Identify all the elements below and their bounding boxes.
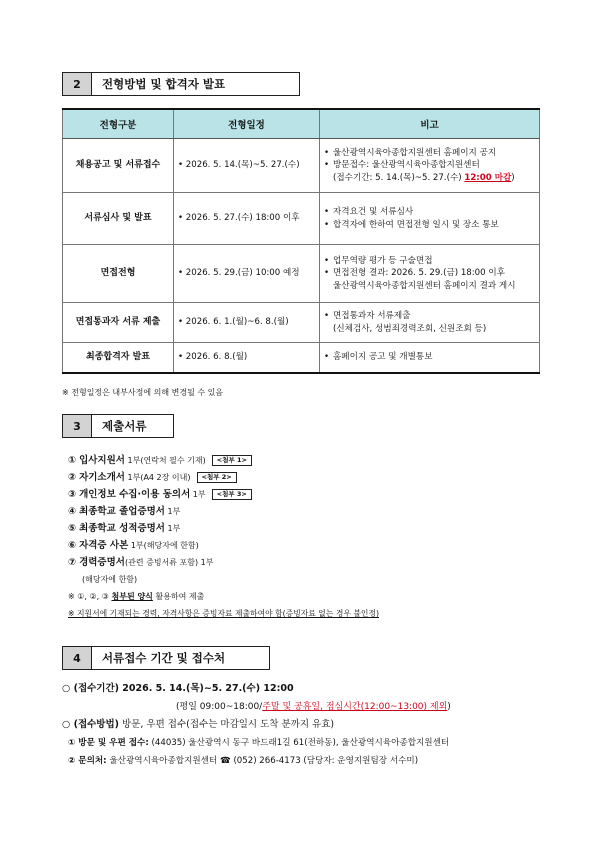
date-cell: • 2026. 5. 14.(목)~5. 27.(수) [174,139,320,193]
list-item: ④ 최종학교 졸업증명서 1부 [68,506,181,517]
note-extra: 울산광역시육아종합지원센터 홈페이지 결과 게시 [333,280,516,291]
section-number: 3 [62,414,92,438]
table-row [63,343,540,373]
section-number: 2 [62,72,92,96]
date-cell: • 2026. 5. 29.(금) 10:00 예정 [174,245,320,303]
list-item-cont: (해당자에 한함) [82,575,138,584]
list-item: ③ 개인정보 수집·이용 동의서 1부 <첨부 3> [68,486,379,503]
stage-cell: 면접통과자 서류 제출 [63,303,174,343]
note-extra: (신체검사, 성범죄경력조회, 신원조회 등) [333,323,487,334]
table-header-row [63,109,540,139]
section-title: 전형방법 및 합격자 발표 [92,72,300,96]
stage-cell: 최종합격자 발표 [63,343,174,373]
notes-cell [320,343,540,373]
note-item: • 울산광역시육아종합지원센터 홈페이지 공지 [324,147,535,159]
note-item: • 합격자에 한하여 면접전형 일시 및 장소 통보 [324,219,535,231]
section-title: 서류접수 기간 및 접수처 [92,646,270,670]
note-extra: (접수기간: 5. 14.(목)~5. 27.(수) 12:00 마감) [333,172,515,183]
section-number: 4 [62,646,92,670]
section-3-header [62,414,174,438]
reception-period-sub: (평일 09:00~18:00/주말 및 공휴일, 점심시간(12:00~13:00) 제외) [176,702,451,712]
attachment-badge: <첨부 1> [212,455,252,466]
notes-cell [320,193,540,245]
list-item: ⑦ 경력증명서(관련 증빙서류 포함) 1부 [68,557,214,568]
table-row [63,139,540,193]
stage-cell: 면접전형 [63,245,174,303]
reception-address: ① 방문 및 우편 접수: (44035) 울산광역시 동구 바드래1길 61(전하동), 울산광역시육아종합지원센터 [68,738,450,748]
stage-cell: 채용공고 및 서류접수 [63,139,174,193]
note-item: • 면접전형 결과: 2026. 5. 29.(금) 18:00 이후 [324,267,535,279]
list-item: ⑥ 자격증 사본 1부(해당자에 한함) [68,540,199,551]
table-row [63,303,540,343]
deadline-text: 12:00 마감 [464,172,512,183]
notes-cell [320,139,540,193]
documents-note-1: ※ ①, ②, ③ 첨부된 양식 활용하여 제출 [68,592,205,601]
section-title: 제출서류 [92,414,174,438]
table-row [63,193,540,245]
note-item: • 업무역량 평가 등 구술면접 [324,255,535,267]
column-header: 비고 [320,109,540,139]
note-item: • 방문접수: 울산광역시육아종합지원센터 [324,159,535,171]
section-4-header [62,646,270,670]
column-header: 전형일정 [174,109,320,139]
schedule-table [62,108,540,374]
notes-cell [320,245,540,303]
note-item: • 홈페이지 공고 및 개별통보 [324,351,535,363]
reception-period: ○ (접수기간) 2026. 5. 14.(목)~5. 27.(수) 12:00 [62,683,294,694]
list-item: ② 자기소개서 1부(A4 2장 이내) <첨부 2> [68,469,379,486]
table-row [63,245,540,303]
note-item: • 자격요건 및 서류심사 [324,206,535,218]
schedule-footnote: ※ 전형일정은 내부사정에 의해 변경될 수 있음 [62,388,224,397]
list-item: ⑤ 최종학교 성적증명서 1부 [68,523,181,534]
attachment-badge: <첨부 2> [197,472,237,483]
reception-contact: ② 문의처: 울산광역시육아종합지원센터 ☎ (052) 266-4173 (담당자: 운영지원팀장 서수미) [68,756,419,766]
column-header: 전형구분 [63,109,174,139]
note-item: • 면접통과자 서류제출 [324,310,535,322]
list-item: ① 입사지원서 1부(연락처 필수 기재) <첨부 1> [68,452,379,469]
attachment-badge: <첨부 3> [212,489,252,500]
date-cell: • 2026. 6. 1.(월)~6. 8.(월) [174,303,320,343]
section-2-header [62,72,300,96]
stage-cell: 서류심사 및 발표 [63,193,174,245]
reception-info [62,680,451,770]
reception-method: ○ (접수방법) 방문, 우편 접수(접수는 마감일시 도착 분까지 유효) [62,719,335,730]
date-cell: • 2026. 6. 8.(월) [174,343,320,373]
notes-cell [320,303,540,343]
documents-note-2: ※ 지원서에 기재되는 경력, 자격사항은 증빙자료 제출하여야 함(증빙자료 없는 경우 불인정) [68,609,380,618]
documents-list [68,452,379,622]
date-cell: • 2026. 5. 27.(수) 18:00 이후 [174,193,320,245]
